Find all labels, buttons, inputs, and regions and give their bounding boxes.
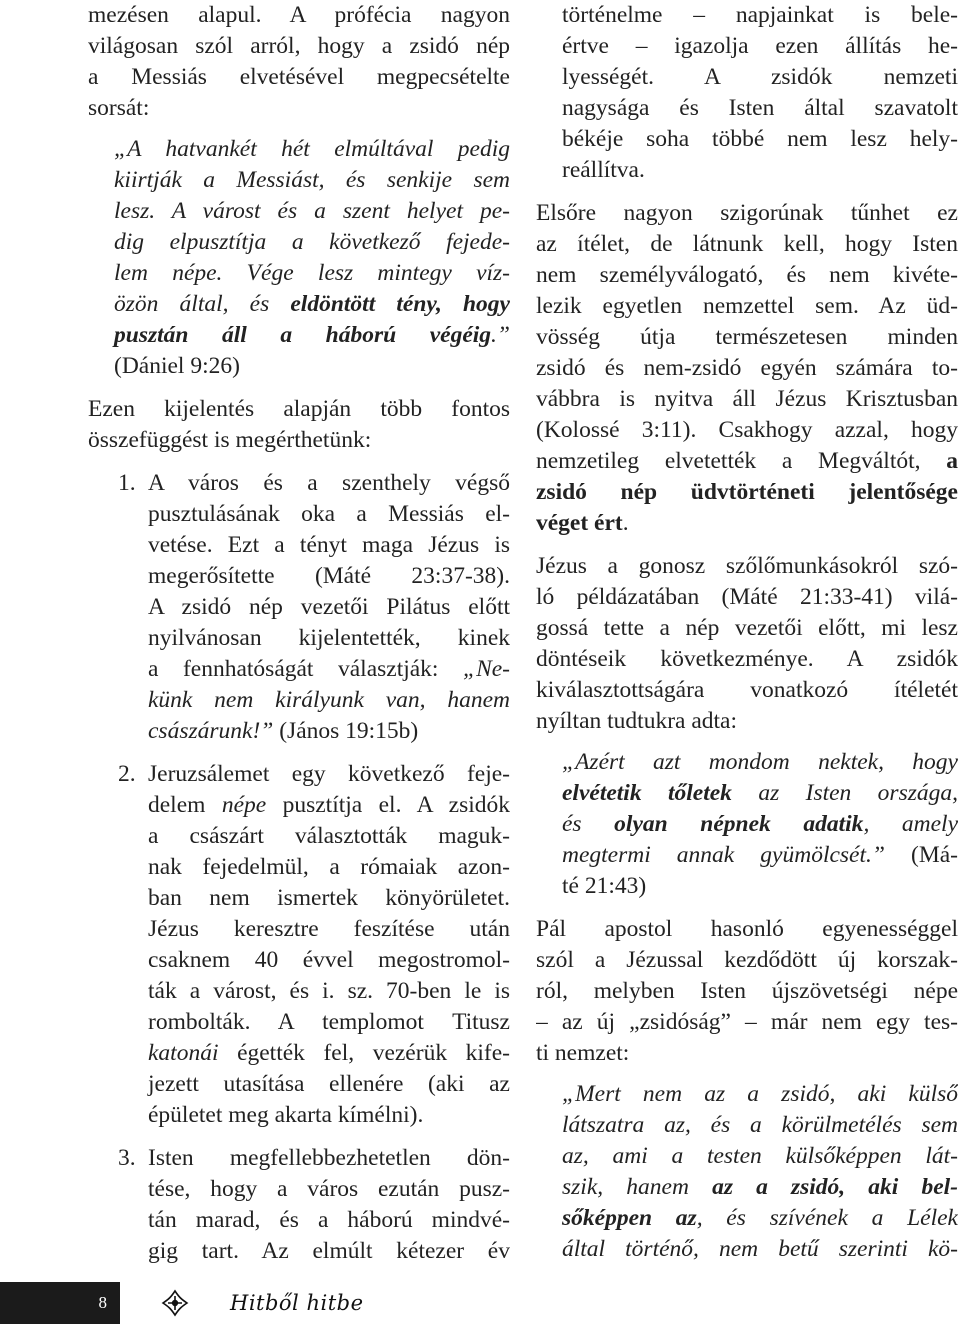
left-text-line: (Dániel 9:26) <box>114 353 240 379</box>
left-text-line: csaknem 40 évvel megostromol- <box>148 947 510 973</box>
list-number: 1. <box>118 470 136 496</box>
left-text-line: künk nem királyunk van, hanem <box>148 687 510 713</box>
right-text-line: Jézus a gonosz szőlőmunkásokról szó- <box>536 553 958 579</box>
right-text-line: és olyan népnek adatik, amely <box>562 811 958 837</box>
left-text-line: mezésen alapul. A prófécia nagyon <box>88 2 510 28</box>
right-text-line: Elsőre nagyon szigorúnak tűnhet ez <box>536 200 958 226</box>
left-text-line: 1. A város és a szenthely végső <box>88 468 510 499</box>
right-text-line: nemzetileg elvetették a Megváltót, a <box>536 448 958 474</box>
right-text-line: vösség útja természetesen minden <box>536 324 958 350</box>
left-text-line: Ezen kijelentés alapján több fontos <box>88 396 510 422</box>
right-text-line: szik, hanem az a zsidó, aki bel- <box>562 1174 958 1200</box>
list-number: 3. <box>118 1145 136 1171</box>
right-text-line: látszatra az, és a körülmetélés sem <box>562 1112 958 1138</box>
left-text-line: megerősítette (Máté 23:37-38). <box>148 563 510 589</box>
right-text-line: sőképpen az, és szívének a Lélek <box>562 1205 958 1231</box>
right-text-line: „Azért azt mondom nektek, hogy <box>562 749 958 775</box>
left-text-line: özön által, és eldöntött tény, hogy <box>114 291 510 317</box>
right-text-line: zsidó nép üdvtörténeti jelentősége <box>536 479 958 505</box>
right-text-line: ról, melyben Isten újszövetségi népe <box>536 978 958 1004</box>
left-text-line: összefüggést is megérthetünk: <box>88 427 372 453</box>
ornament-icon <box>160 1288 190 1318</box>
right-text-line: elvétetik tőletek az Isten országa, <box>562 780 958 806</box>
left-text-line: világosan szól arról, hogy a zsidó nép <box>88 33 510 59</box>
right-text-line: az, ami a testen külsőképpen lát- <box>562 1143 958 1169</box>
paragraph-gap <box>88 747 510 759</box>
right-text-line: nyíltan tudtukra adta: <box>536 708 738 734</box>
right-text-line: reállítva. <box>562 157 645 183</box>
left-text-line: pusztulásának oka a Messiás el- <box>148 501 510 527</box>
left-text-line: A zsidó nép vezetői Pilátus előtt <box>148 594 510 620</box>
left-text-line: császárunk!” (János 19:15b) <box>148 718 419 744</box>
page-footer <box>0 1282 960 1324</box>
right-text-line: vábbra is nyitva áll Jézus Krisztusban <box>536 386 958 412</box>
left-text-line: kiirtják a Messiást, és senkije sem <box>114 167 510 193</box>
left-text-line: a Messiás elvetésével megpecsételte <box>88 64 510 90</box>
left-text-line: lesz. A várost és a szent helyet pe- <box>114 198 510 224</box>
right-text-line: nagysága és Isten által szavatolt <box>562 95 958 121</box>
left-text-line: 2. Jeruzsálemet egy következő feje- <box>88 759 510 790</box>
left-text-line: 3. Isten megfellebbezhetetlen dön- <box>88 1143 510 1174</box>
right-text-line: nem személyválogató, és nem kivéte- <box>536 262 958 288</box>
right-text-line: döntéseik következménye. A zsidók <box>536 646 958 672</box>
page-number: 8 <box>0 1282 120 1324</box>
left-text-line: sorsát: <box>88 95 150 121</box>
left-text-column <box>88 0 510 1267</box>
left-text-line: épületet meg akarta kímélni). <box>148 1102 424 1128</box>
paragraph-gap <box>536 737 958 747</box>
left-text-line: nak fejedelmül, a rómaiak azon- <box>148 854 510 880</box>
paragraph-gap <box>536 186 958 198</box>
left-text-line: delem népe pusztítja el. A zsidók <box>148 792 510 818</box>
left-text-line: pusztán áll a háború végéig.” <box>114 322 510 348</box>
right-text-line: történelme – napjainkat is bele- <box>562 2 958 28</box>
right-text-line: lyességét. A zsidók nemzeti <box>562 64 958 90</box>
right-text-line: – az új „zsidóság” – már nem egy tes- <box>536 1009 958 1035</box>
left-text-line: tése, hogy a város ezután pusz- <box>148 1176 510 1202</box>
left-text-line: lem népe. Vége lesz mintegy víz- <box>114 260 510 286</box>
left-text-line: ták a várost, és i. sz. 70-ben le is <box>148 978 510 1004</box>
right-text-line: „Mert nem az a zsidó, aki külső <box>562 1081 958 1107</box>
right-text-line: zsidó és nem-zsidó egyén számára to- <box>536 355 958 381</box>
right-text-line: megtermi annak gyümölcsét.” (Má- <box>562 842 958 868</box>
left-text-line: nyilvánosan kijelentették, kinek <box>148 625 510 651</box>
left-text-line: „A hatvankét hét elmúltával pedig <box>114 136 510 162</box>
left-text-line: gig tart. Az elmúlt kétezer év <box>148 1238 510 1264</box>
right-text-line: szól a Jézussal kezdődött új korszak- <box>536 947 958 973</box>
right-text-line: ló példázatában (Máté 21:33-41) vilá- <box>536 584 958 610</box>
left-text-line: jezett utasítása ellenére (aki az <box>148 1071 510 1097</box>
left-text-line: Jézus keresztre feszítése után <box>148 916 510 942</box>
left-text-line: katonái égették fel, vezérük kife- <box>148 1040 510 1066</box>
right-text-line: értve – igazolja ezen állítás he- <box>562 33 958 59</box>
right-text-line: Pál apostol hasonló egyenességgel <box>536 916 958 942</box>
left-text-line: tán marad, és a háború mindvé- <box>148 1207 510 1233</box>
right-text-line: véget ért. <box>536 510 629 536</box>
paragraph-gap <box>536 1069 958 1079</box>
paragraph-gap <box>88 124 510 134</box>
left-text-line: vetése. Ezt a tényt maga Jézus is <box>148 532 510 558</box>
right-text-line: kiválasztottságára vonatkozó ítéletét <box>536 677 958 703</box>
left-text-line: a fennhatóságát választják: „Ne- <box>148 656 510 682</box>
right-text-line: által történő, nem betű szerinti kö- <box>562 1236 958 1262</box>
left-text-line: ban nem ismertek könyörületet. <box>148 885 510 911</box>
right-text-line: az ítélet, de látnunk kell, hogy Isten <box>536 231 958 257</box>
publication-logo: Hitből hitbe <box>230 1291 364 1315</box>
paragraph-gap <box>88 382 510 394</box>
list-number: 2. <box>118 761 136 787</box>
right-text-line: té 21:43) <box>562 873 647 899</box>
right-text-line: ti nemzet: <box>536 1040 630 1066</box>
right-text-line: lezik egyetlen nemzettel sem. Az üd- <box>536 293 958 319</box>
right-text-column <box>536 0 958 1265</box>
left-text-line: dig elpusztítja a következő fejede- <box>114 229 510 255</box>
paragraph-gap <box>88 1131 510 1143</box>
paragraph-gap <box>536 539 958 551</box>
paragraph-gap <box>536 902 958 914</box>
left-text-line: rombolták. A templomot Titusz <box>148 1009 510 1035</box>
right-text-line: békéje soha többé nem lesz hely- <box>562 126 958 152</box>
paragraph-gap <box>88 456 510 468</box>
left-text-line: a császárt választották maguk- <box>148 823 510 849</box>
right-text-line: gossá tette a nép vezetői előtt, mi lesz <box>536 615 958 641</box>
right-text-line: (Kolossé 3:11). Csakhogy azzal, hogy <box>536 417 958 443</box>
